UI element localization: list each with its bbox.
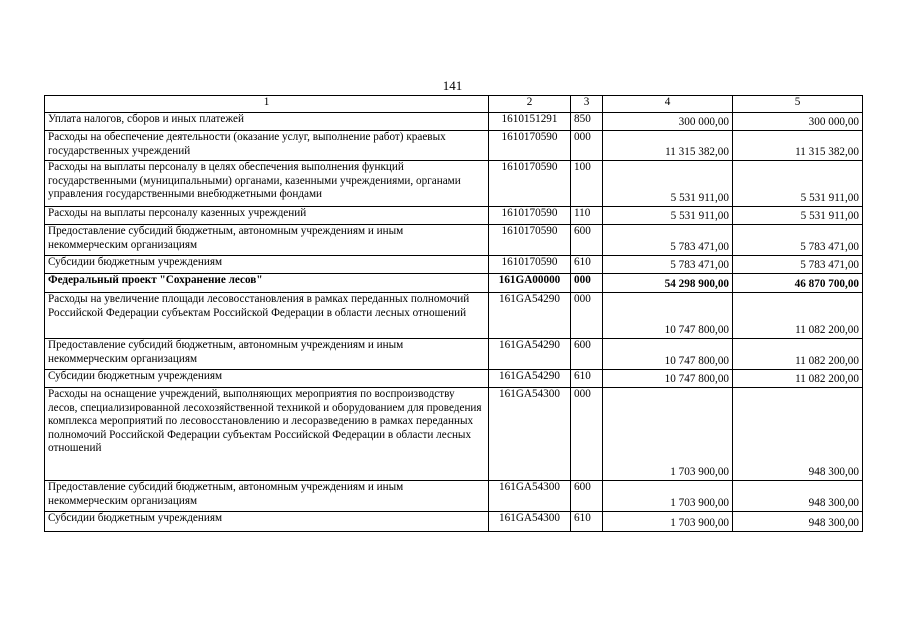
row-code-cell: 161GA54300 — [489, 512, 571, 532]
row-name-cell: Предоставление субсидий бюджетным, автономным учреждениям и иным некоммерческим организациям — [45, 339, 489, 370]
row-value-2021-cell: 10 747 800,00 — [603, 370, 733, 388]
table-row — [45, 339, 863, 370]
header-row — [45, 96, 863, 113]
row-value-2022-cell: 5 531 911,00 — [733, 161, 863, 207]
table-row — [45, 370, 863, 388]
row-code-cell: 161GA54290 — [489, 370, 571, 388]
row-name-cell: Субсидии бюджетным учреждениям — [45, 256, 489, 274]
row-code-cell: 1610151291 — [489, 113, 571, 131]
row-type-cell: 000 — [571, 274, 603, 293]
row-type-cell: 000 — [571, 293, 603, 339]
table-row — [45, 113, 863, 131]
row-value-2022-cell: 948 300,00 — [733, 388, 863, 481]
row-value-2022-cell: 11 082 200,00 — [733, 370, 863, 388]
row-code-cell: 1610170590 — [489, 225, 571, 256]
row-value-2021-cell: 10 747 800,00 — [603, 339, 733, 370]
row-value-2022-cell: 46 870 700,00 — [733, 274, 863, 293]
row-code-cell: 161GA54290 — [489, 293, 571, 339]
table-row — [45, 256, 863, 274]
table-row — [45, 512, 863, 532]
row-value-2022-cell: 5 531 911,00 — [733, 207, 863, 225]
row-name-cell: Субсидии бюджетным учреждениям — [45, 370, 489, 388]
row-type-cell: 610 — [571, 256, 603, 274]
row-name-cell: Предоставление субсидий бюджетным, автономным учреждениям и иным некоммерческим организациям — [45, 481, 489, 512]
row-value-2021-cell: 1 703 900,00 — [603, 481, 733, 512]
row-value-2021-cell: 5 531 911,00 — [603, 161, 733, 207]
row-code-cell: 1610170590 — [489, 256, 571, 274]
budget-table-body — [45, 96, 863, 532]
table-row — [45, 481, 863, 512]
row-value-2021-cell: 5 783 471,00 — [603, 225, 733, 256]
row-code-cell: 161GA54300 — [489, 481, 571, 512]
row-value-2022-cell: 11 082 200,00 — [733, 293, 863, 339]
row-value-2022-cell: 5 783 471,00 — [733, 225, 863, 256]
row-name-cell: Уплата налогов, сборов и иных платежей — [45, 113, 489, 131]
row-value-2021-cell: 300 000,00 — [603, 113, 733, 131]
row-name-cell: Расходы на оснащение учреждений, выполняющих мероприятия по воспроизводству лесов, специализированной лесохозяйственной техникой и оборудованием для проведения комплекса мероприятий по лесовосстановлению и лесоразведению в рамках переданных полномочий Российской Федерации субъектам Российской Федерации в области лесных отношений — [45, 388, 489, 481]
table-row — [45, 293, 863, 339]
row-type-cell: 100 — [571, 161, 603, 207]
row-value-2022-cell: 948 300,00 — [733, 512, 863, 532]
header-col-2: 2 — [489, 96, 571, 113]
header-col-3: 3 — [571, 96, 603, 113]
row-name-cell: Расходы на увеличение площади лесовосстановления в рамках переданных полномочий Российской Федерации субъектам Российской Федерации в области лесных отношений — [45, 293, 489, 339]
row-value-2021-cell: 10 747 800,00 — [603, 293, 733, 339]
row-value-2022-cell: 5 783 471,00 — [733, 256, 863, 274]
budget-table — [44, 95, 863, 532]
row-value-2022-cell: 300 000,00 — [733, 113, 863, 131]
row-code-cell: 1610170590 — [489, 161, 571, 207]
table-row — [45, 161, 863, 207]
table-row — [45, 131, 863, 161]
row-type-cell: 600 — [571, 225, 603, 256]
row-value-2021-cell: 11 315 382,00 — [603, 131, 733, 161]
row-type-cell: 110 — [571, 207, 603, 225]
row-name-cell: Предоставление субсидий бюджетным, автономным учреждениям и иным некоммерческим организациям — [45, 225, 489, 256]
row-value-2021-cell: 5 783 471,00 — [603, 256, 733, 274]
table-row — [45, 274, 863, 293]
page-number: 141 — [442, 78, 463, 93]
row-type-cell: 600 — [571, 339, 603, 370]
row-value-2021-cell: 54 298 900,00 — [603, 274, 733, 293]
header-col-1: 1 — [45, 96, 489, 113]
row-type-cell: 610 — [571, 370, 603, 388]
row-type-cell: 000 — [571, 388, 603, 481]
row-code-cell: 161GA54300 — [489, 388, 571, 481]
row-type-cell: 000 — [571, 131, 603, 161]
row-value-2022-cell: 11 315 382,00 — [733, 131, 863, 161]
row-name-cell: Расходы на обеспечение деятельности (оказание услуг, выполнение работ) краевых государственных учреждений — [45, 131, 489, 161]
row-value-2021-cell: 1 703 900,00 — [603, 512, 733, 532]
row-code-cell: 1610170590 — [489, 131, 571, 161]
row-type-cell: 850 — [571, 113, 603, 131]
table-row — [45, 207, 863, 225]
row-code-cell: 161GA54290 — [489, 339, 571, 370]
table-row — [45, 388, 863, 481]
row-value-2021-cell: 1 703 900,00 — [603, 388, 733, 481]
row-code-cell: 1610170590 — [489, 207, 571, 225]
row-type-cell: 600 — [571, 481, 603, 512]
row-name-cell: Субсидии бюджетным учреждениям — [45, 512, 489, 532]
row-value-2021-cell: 5 531 911,00 — [603, 207, 733, 225]
row-type-cell: 610 — [571, 512, 603, 532]
row-name-cell: Расходы на выплаты персоналу в целях обеспечения выполнения функций государственными (муниципальными) органами, казенными учреждениями, органами управления государственными внебюджетными фондами — [45, 161, 489, 207]
row-name-cell: Расходы на выплаты персоналу казенных учреждений — [45, 207, 489, 225]
row-code-cell: 161GA00000 — [489, 274, 571, 293]
header-col-4: 4 — [603, 96, 733, 113]
row-value-2022-cell: 948 300,00 — [733, 481, 863, 512]
table-row — [45, 225, 863, 256]
header-col-5: 5 — [733, 96, 863, 113]
row-value-2022-cell: 11 082 200,00 — [733, 339, 863, 370]
row-name-cell: Федеральный проект "Сохранение лесов" — [45, 274, 489, 293]
